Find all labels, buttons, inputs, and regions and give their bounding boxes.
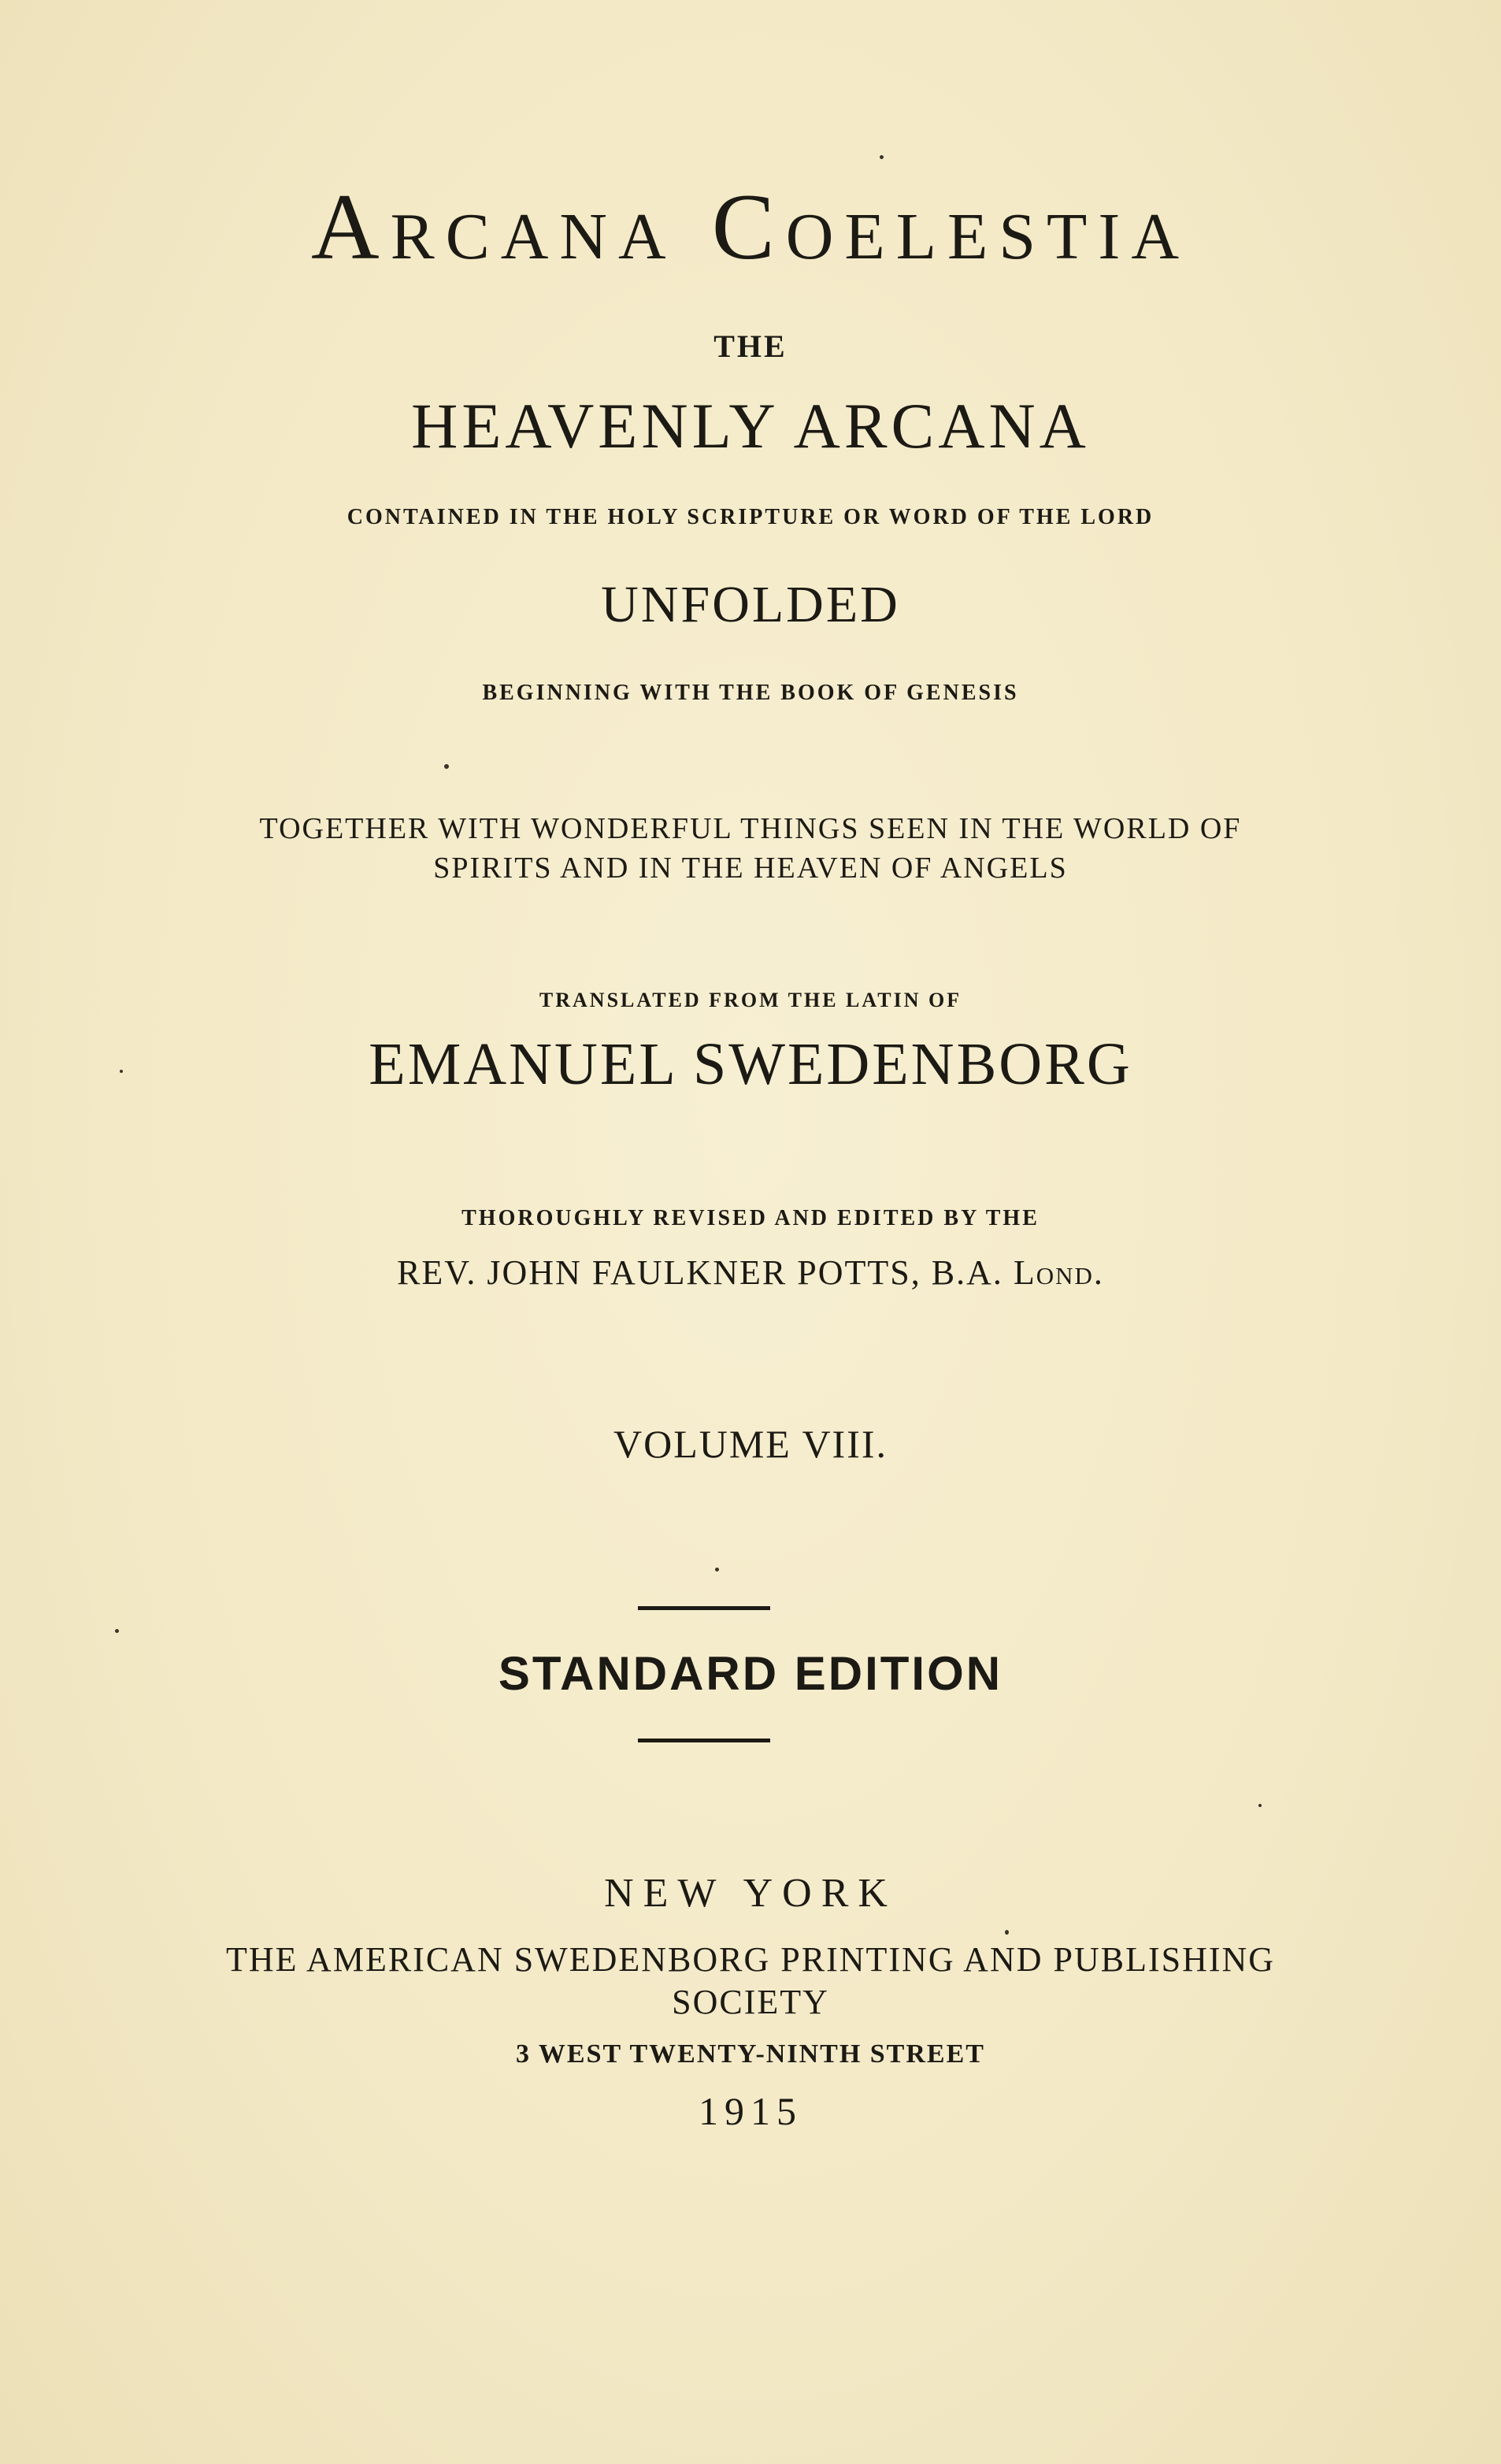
paper-speck bbox=[715, 1568, 719, 1572]
publication-year: 1915 bbox=[699, 2089, 802, 2133]
translated-line: TRANSLATED FROM THE LATIN OF bbox=[539, 989, 962, 1011]
main-title: Arcana Coelestia bbox=[311, 174, 1190, 279]
author-name: EMANUEL SWEDENBORG bbox=[369, 1031, 1132, 1097]
paper-speck bbox=[120, 1070, 123, 1073]
beginning-line: BEGINNING WITH THE BOOK OF GENESIS bbox=[482, 681, 1019, 705]
publisher-line-1: THE AMERICAN SWEDENBORG PRINTING AND PUBLISHING bbox=[225, 1940, 1276, 1979]
paper-speck bbox=[1005, 1930, 1009, 1935]
subtitle: HEAVENLY ARCANA bbox=[411, 390, 1090, 462]
paper-speck bbox=[115, 1629, 119, 1633]
the-label: THE bbox=[713, 328, 788, 364]
editor-line bbox=[0, 1253, 1501, 1292]
bottom-divider bbox=[638, 1739, 770, 1742]
address-line: 3 WEST TWENTY-NINTH STREET bbox=[516, 2039, 985, 2069]
contained-line: CONTAINED IN THE HOLY SCRIPTURE OR WORD OF THE LORD bbox=[347, 505, 1154, 529]
editor-name: REV. JOHN FAULKNER POTTS, B.A. bbox=[397, 1253, 1003, 1292]
editor-suffix: Lond. bbox=[1013, 1253, 1104, 1292]
edition-label: STANDARD EDITION bbox=[498, 1647, 1003, 1700]
together-line-2: SPIRITS AND IN THE HEAVEN OF ANGELS bbox=[433, 852, 1068, 885]
city: NEW YORK bbox=[604, 1871, 897, 1916]
paper-speck bbox=[880, 155, 884, 159]
top-divider bbox=[638, 1606, 770, 1610]
paper-speck bbox=[1258, 1804, 1262, 1807]
revised-line: THOROUGHLY REVISED AND EDITED BY THE bbox=[461, 1206, 1040, 1230]
together-line-1: TOGETHER WITH WONDERFUL THINGS SEEN IN THE WORLD OF bbox=[259, 812, 1242, 845]
paper-speck bbox=[444, 764, 449, 769]
volume-label: VOLUME VIII. bbox=[613, 1422, 888, 1466]
unfolded-heading: UNFOLDED bbox=[601, 576, 900, 633]
publisher-line-2: SOCIETY bbox=[672, 1983, 829, 2021]
